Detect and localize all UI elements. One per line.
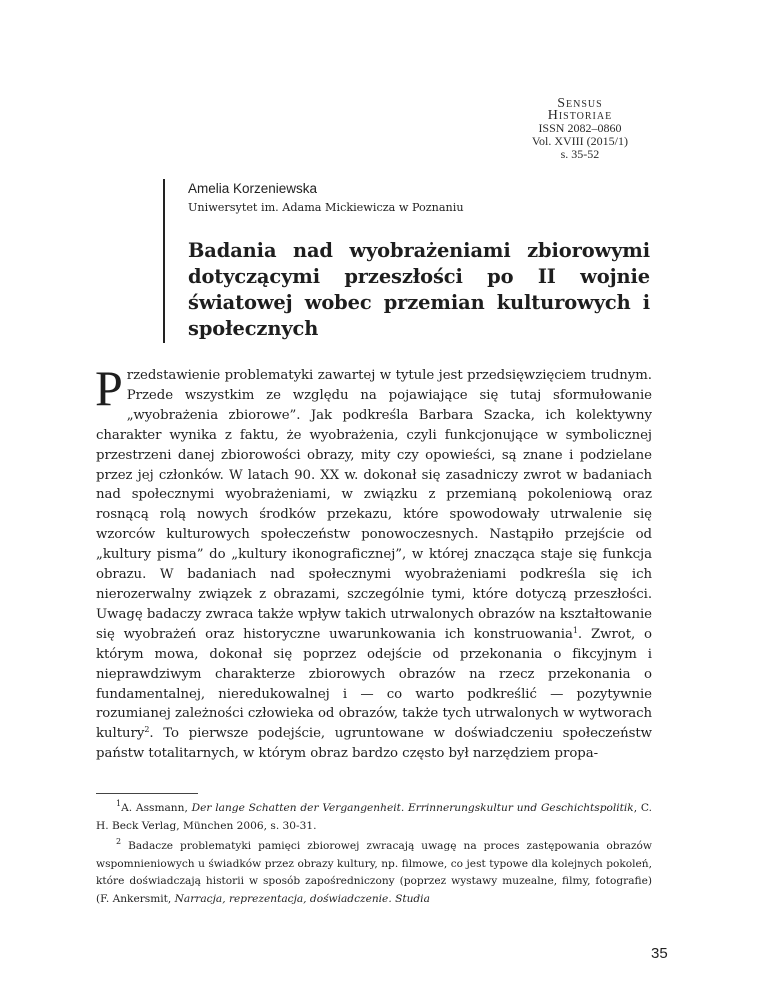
- author-affiliation: Uniwersytet im. Adama Mickiewicza w Poznaniu: [188, 201, 464, 214]
- page-number: 35: [651, 945, 668, 962]
- footnotes: [96, 800, 652, 908]
- footnote-ref-2[interactable]: 2: [144, 725, 150, 735]
- journal-name-line1: Sensus: [557, 96, 603, 111]
- journal-volume: Vol. XVIII (2015/1): [531, 134, 628, 148]
- footnote-1: [96, 800, 652, 835]
- body-text-part2: . Zwrot, o którym mowa, dokonał się poprzez odejście od przekonania o fikcyjnym i nieprawdziwym charakterze zbiorowych obrazów na rzecz przekonania o fundamentalnej, nieredukowalnej i — co warto podkreślić — pozytywnie rozumianej zależności człowieka od obrazów, także tych utrwalonych w wytworach kultury: [96, 626, 652, 742]
- author-name: Amelia Korzeniewska: [188, 181, 318, 196]
- journal-name-line2: Historiae: [547, 108, 613, 123]
- footnote-2: [96, 838, 652, 908]
- article-title: Badania nad wyobrażeniami zbiorowymi dotyczącymi przeszłości po II wojnie światowej wobec przemian kulturowych i społecznych: [188, 239, 650, 340]
- body-text-part3: . To pierwsze podejście, ugruntowane w doświadczeniu społeczeństw państw totalitarnych, w którym obraz bardzo często był narzędziem propa-: [96, 726, 652, 762]
- footnote-separator: [96, 793, 198, 794]
- footnote-1-author: A. Assmann,: [121, 802, 192, 814]
- footnote-1-rest: , C. H. Beck Verlag, München 2006, s. 30-31.: [96, 802, 652, 832]
- footnote-ref-1[interactable]: 1: [572, 625, 578, 635]
- footnote-2-text: Badacze problematyki pamięci zbiorowej zwracają uwagę na proces zastępowania obrazów wspomnieniowych u świadków przez obrazy kultury, np. filmowe, co jest typowe dla kolejnych pokoleń, które doświadczają historii w sposób zapośredniczony (poprzez wystawy muzealne, filmy, fotografie) (F. Ankersmit,: [96, 840, 652, 905]
- footnote-2-italic: Narracja, reprezentacja, doświadczenie. Studia: [174, 892, 430, 905]
- header-vertical-rule: [163, 179, 165, 343]
- body-text-part1: rzedstawienie problematyki zawartej w tytule jest przedsięwzięciem trudnym. Przede wszystkim ze względu na pojawiające się tutaj sformułowanie „wyobrażenia zbiorowe”. Jak podkreśla Barbara Szacka, ich kolektywny charakter wynika z faktu, że wyobrażenia, czyli funkcjonujące w symbolicznej przestrzeni danej zbiorowości obrazy, mity czy opowieści, są znane i podzielane przez jej członków. W latach 90. XX w. dokonał się zasadniczy zwrot w badaniach nad społecznymi wyobrażeniami, w związku z przemianą pokoleniową oraz rosnącą rolą nowych środków przekazu, które spowodowały utrwalenie się wzorców kulturowych społeczeństw ponowoczesnych. Nastąpiło przejście od „kultury pisma” do „kultury ikonograficznej”, w której znacząca staje się funkcja obrazu. W badaniach nad społecznymi wyobrażeniami podkreśla się ich nierozerwalny związek z obrazami, szczególnie tymi, które dotyczą przeszłości. Uwagę badaczy zwraca także wpływ takich utrwalonych obrazów na kształtowanie się wyobrażeń oraz historyczne uwarunkowania ich konstruowania: [96, 368, 652, 642]
- drop-cap: P: [95, 360, 123, 416]
- footnote-1-mark: 1: [116, 799, 122, 808]
- body-paragraph: [95, 360, 652, 764]
- footnote-2-mark: 2: [116, 837, 122, 846]
- footnote-1-title: Der lange Schatten der Vergangenheit. Errinnerungskultur und Geschichtspolitik: [191, 802, 634, 814]
- journal-header: [532, 98, 628, 161]
- journal-issn: ISSN 2082–0860: [538, 121, 622, 135]
- journal-pages: s. 35-52: [560, 147, 600, 161]
